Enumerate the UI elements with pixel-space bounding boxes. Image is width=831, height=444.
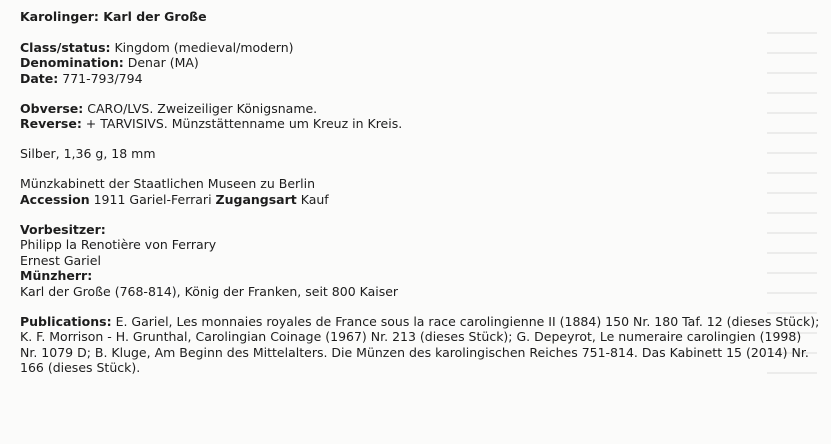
date-row (20, 71, 820, 87)
obverse-row (20, 101, 820, 117)
class-status-colon: : (105, 39, 111, 55)
provenance-block (20, 222, 820, 300)
material-block (20, 146, 820, 162)
sides-block (20, 101, 820, 132)
collection-block (20, 176, 820, 207)
denomination-label: Denomination (20, 55, 119, 70)
record-title: Karolinger: Karl der Große (20, 9, 207, 24)
muenzherr-heading (20, 268, 820, 284)
vorbesitzer-label: Vorbesitzer (20, 221, 101, 237)
accession-label: Accession (20, 191, 90, 207)
publications-colon: : (106, 313, 112, 329)
classification-block (20, 40, 820, 87)
acquisition-type-label: Zugangsart (215, 191, 297, 207)
coin-record (20, 9, 820, 390)
obverse-label: Obverse (20, 100, 79, 116)
material-value: Silber, 1,36 g, 18 mm (20, 146, 156, 161)
date-value: 771-793/794 (58, 70, 143, 86)
accession-value: 1911 Gariel-Ferrari (89, 191, 216, 207)
previous-owner: Ernest Gariel (20, 252, 101, 268)
date-label: Date (20, 70, 54, 86)
obverse-colon: : (78, 100, 84, 116)
muenzherr-colon: : (87, 268, 93, 283)
reverse-label: Reverse (20, 116, 77, 131)
publications-block (20, 314, 820, 376)
publications-value: E. Gariel, Les monnaies royales de France sous la race carolingienne II (1884) 150 Nr. 180 Taf. 12 (dieses Stück); K. F. Morrison - H. Grunthal, Carolingian Coinage (1967) Nr. 213 (dieses Stück); G. Depeyrot, Le numeraire carolingien (1998) Nr. 1079 D; B. Kluge, Am Beginn des Mittelalters. Die Münzen des karolingischen Reiches 751-814. Das Kabinett 15 (2014) Nr. 166 (dieses Stück). (20, 313, 820, 375)
acquisition-type-value: Kauf (296, 191, 329, 207)
date-colon: : (53, 70, 59, 86)
museum-name: Münzkabinett der Staatlichen Museen zu Berlin (20, 176, 316, 191)
class-status-label: Class/status (20, 39, 106, 55)
denomination-colon: : (118, 55, 124, 70)
reverse-value: + TARVISIVS. Münzstättenname um Kreuz in Kreis. (81, 116, 403, 131)
vorbesitzer-heading (20, 222, 820, 238)
class-status-value: Kingdom (medieval/modern) (110, 39, 294, 55)
vorbesitzer-colon: : (100, 221, 106, 237)
class-status-row (20, 40, 820, 56)
denomination-value: Denar (MA) (123, 55, 199, 70)
reverse-row (20, 116, 820, 132)
accession-row (20, 192, 820, 208)
denomination-row (20, 55, 820, 71)
muenzherr-label: Münzherr (20, 268, 88, 283)
muenzherr-value: Karl der Große (768-814), König der Franken, seit 800 Kaiser (20, 283, 399, 299)
reverse-colon: : (76, 116, 82, 131)
publications-label: Publications (20, 313, 107, 329)
previous-owner: Philipp la Renotière von Ferrary (20, 237, 217, 252)
obverse-value: CARO/LVS. Zweizeiliger Königsname. (83, 100, 318, 116)
